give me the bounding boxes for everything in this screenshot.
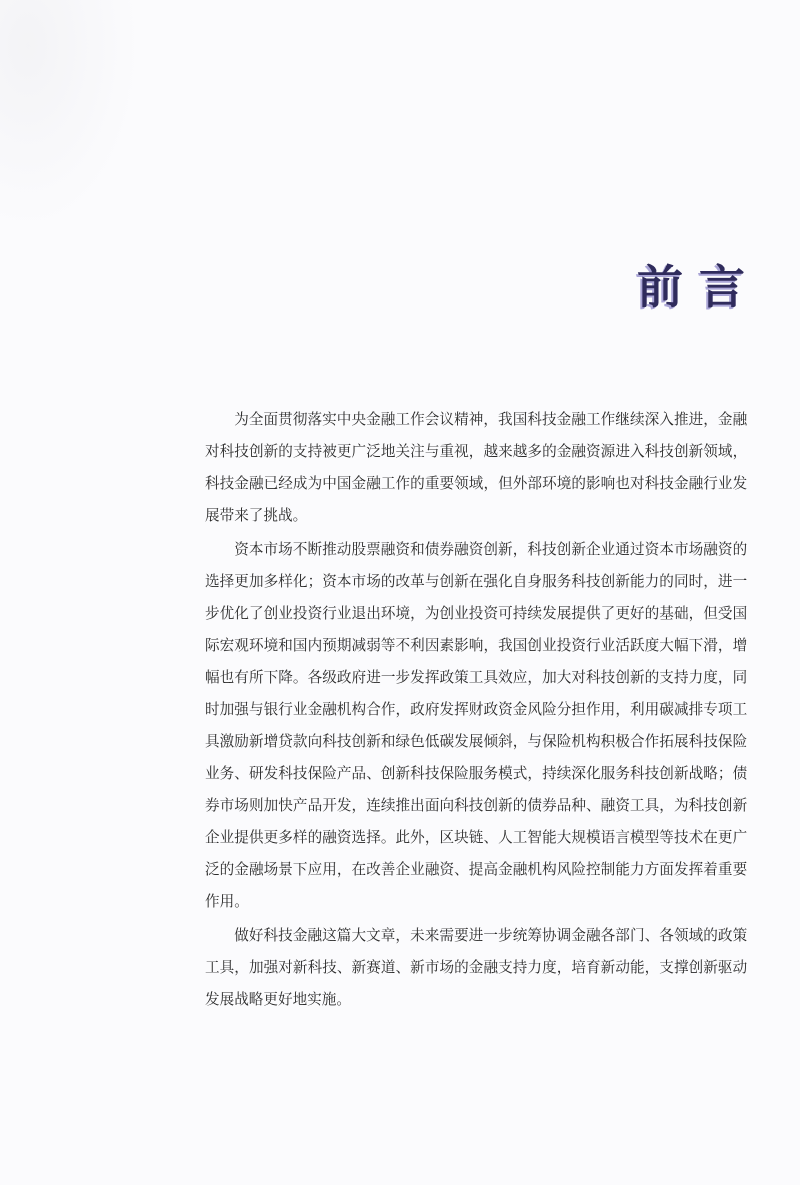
page-title: 前 言	[636, 260, 745, 314]
preface-body	[205, 404, 747, 1018]
paragraph: 资本市场不断推动股票融资和债券融资创新，科技创新企业通过资本市场融资的选择更加多样化；资本市场的改革与创新在强化自身服务科技创新能力的同时，进一步优化了创业投资行业退出环境，为创业投资可持续发展提供了更好的基础，但受国际宏观环境和国内预期减弱等不利因素影响，我国创业投资行业活跃度大幅下滑，增幅也有所下降。各级政府进一步发挥政策工具效应，加大对科技创新的支持力度，同时加强与银行业金融机构合作，政府发挥财政资金风险分担作用，利用碳减排专项工具激励新增贷款向科技创新和绿色低碳发展倾斜，与保险机构积极合作拓展科技保险业务、研发科技保险产品、创新科技保险服务模式，持续深化服务科技创新战略；债券市场则加快产品开发，连续推出面向科技创新的债券品种、融资工具，为科技创新企业提供更多样的融资选择。此外，区块链、人工智能大规模语言模型等技术在更广泛的金融场景下应用，在改善企业融资、提高金融机构风险控制能力方面发挥着重要作用。	[205, 541, 748, 910]
paragraph: 做好科技金融这篇大文章，未来需要进一步统筹协调金融各部门、各领域的政策工具，加强对新科技、新赛道、新市场的金融支持力度，培育新动能，支撑创新驱动发展战略更好地实施。	[205, 927, 748, 1008]
scan-artifact	[0, 0, 140, 230]
paragraph: 为全面贯彻落实中央金融工作会议精神，我国科技金融工作继续深入推进，金融对科技创新的支持被更广泛地关注与重视，越来越多的金融资源进入科技创新领域，科技金融已经成为中国金融工作的重要领域，但外部环境的影响也对科技金融行业发展带来了挑战。	[205, 411, 748, 524]
